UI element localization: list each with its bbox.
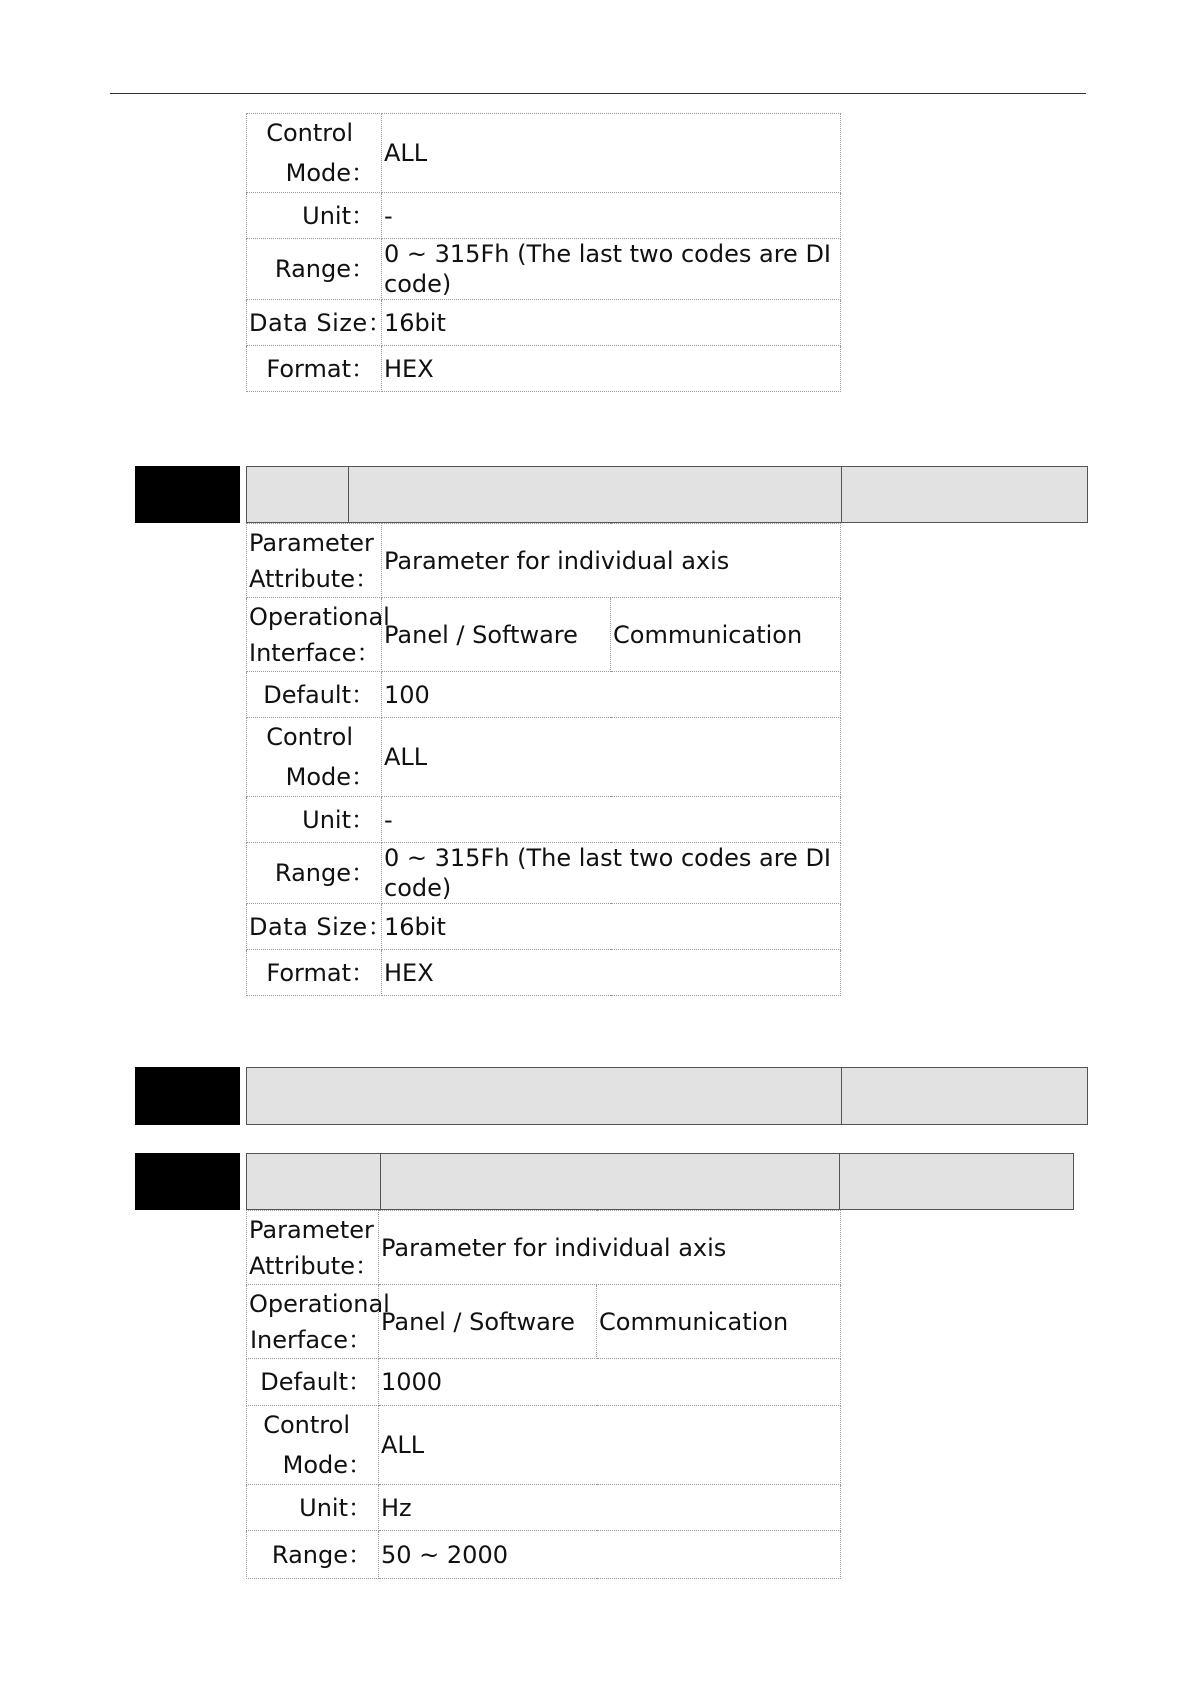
default-value: 1000 xyxy=(379,1359,841,1406)
row-operational-interface xyxy=(247,598,841,672)
range-label: Range： xyxy=(247,843,382,904)
unit-value: - xyxy=(382,797,841,843)
row-unit xyxy=(247,797,841,843)
data-size-value: 16bit xyxy=(382,904,841,950)
data-size-value: 16bit xyxy=(382,300,841,346)
format-value: HEX xyxy=(382,346,841,392)
header-cell-address xyxy=(840,1154,1073,1209)
row-parameter-attribute xyxy=(247,1211,841,1285)
header-cell-name xyxy=(349,467,842,522)
section-code-box xyxy=(135,1067,240,1125)
control-mode-label: Control Mode： xyxy=(247,718,382,797)
operational-interface-label: Operational Inerface： xyxy=(247,1285,379,1359)
range-value: 0 ~ 315Fh (The last two codes are DI code) xyxy=(382,239,841,300)
control-mode-value: ALL xyxy=(379,1406,841,1485)
row-default xyxy=(247,1359,841,1406)
parameter-table-3 xyxy=(246,1210,841,1579)
header-cell-name xyxy=(381,1154,840,1209)
row-format xyxy=(247,950,841,996)
unit-label: Unit： xyxy=(247,1485,379,1531)
row-format xyxy=(247,346,841,392)
section-header-name xyxy=(247,1068,842,1124)
interface-communication: Communication xyxy=(611,598,841,672)
unit-value: - xyxy=(382,193,841,239)
row-parameter-attribute xyxy=(247,524,841,598)
parameter-attribute-label: Parameter Attribute： xyxy=(247,1211,379,1285)
parameter-code-box-3 xyxy=(135,1153,240,1210)
interface-panel-software: Panel / Software xyxy=(382,598,611,672)
section-header-address xyxy=(842,1068,1087,1124)
interface-panel-software: Panel / Software xyxy=(379,1285,597,1359)
row-data-size xyxy=(247,300,841,346)
row-unit xyxy=(247,193,841,239)
range-label: Range： xyxy=(247,1531,379,1579)
format-label: Format： xyxy=(247,950,382,996)
data-size-label: Data Size： xyxy=(247,300,382,346)
default-value: 100 xyxy=(382,672,841,718)
row-control-mode xyxy=(247,114,841,193)
default-label: Default： xyxy=(247,1359,379,1406)
row-range xyxy=(247,843,841,904)
row-control-mode xyxy=(247,718,841,797)
control-mode-label: Control Mode： xyxy=(247,114,382,193)
format-label: Format： xyxy=(247,346,382,392)
row-unit xyxy=(247,1485,841,1531)
interface-communication: Communication xyxy=(597,1285,841,1359)
default-label: Default： xyxy=(247,672,382,718)
page-top-rule xyxy=(110,93,1086,94)
header-cell-code xyxy=(247,467,349,522)
control-mode-value: ALL xyxy=(382,718,841,797)
parameter-table-2 xyxy=(246,523,841,996)
range-label: Range： xyxy=(247,239,382,300)
row-control-mode xyxy=(247,1406,841,1485)
format-value: HEX xyxy=(382,950,841,996)
unit-value: Hz xyxy=(379,1485,841,1531)
range-value: 50 ~ 2000 xyxy=(379,1531,841,1579)
operational-interface-label: Operational Interface： xyxy=(247,598,382,672)
row-default xyxy=(247,672,841,718)
data-size-label: Data Size： xyxy=(247,904,382,950)
parameter-code-box-2 xyxy=(135,466,240,523)
control-mode-label: Control Mode： xyxy=(247,1406,379,1485)
parameter-table-1 xyxy=(246,113,841,392)
unit-label: Unit： xyxy=(247,193,382,239)
header-cell-address xyxy=(842,467,1087,522)
row-range xyxy=(247,239,841,300)
header-cell-code xyxy=(247,1154,381,1209)
parameter-attribute-value: Parameter for individual axis xyxy=(382,524,841,598)
parameter-attribute-label: Parameter Attribute： xyxy=(247,524,382,598)
section-header-bar xyxy=(246,1067,1088,1125)
parameter-header-bar-3 xyxy=(246,1153,1074,1210)
control-mode-value: ALL xyxy=(382,114,841,193)
row-data-size xyxy=(247,904,841,950)
parameter-attribute-value: Parameter for individual axis xyxy=(379,1211,841,1285)
row-operational-interface xyxy=(247,1285,841,1359)
parameter-header-bar-2 xyxy=(246,466,1088,523)
unit-label: Unit： xyxy=(247,797,382,843)
range-value: 0 ~ 315Fh (The last two codes are DI code) xyxy=(382,843,841,904)
row-range xyxy=(247,1531,841,1579)
